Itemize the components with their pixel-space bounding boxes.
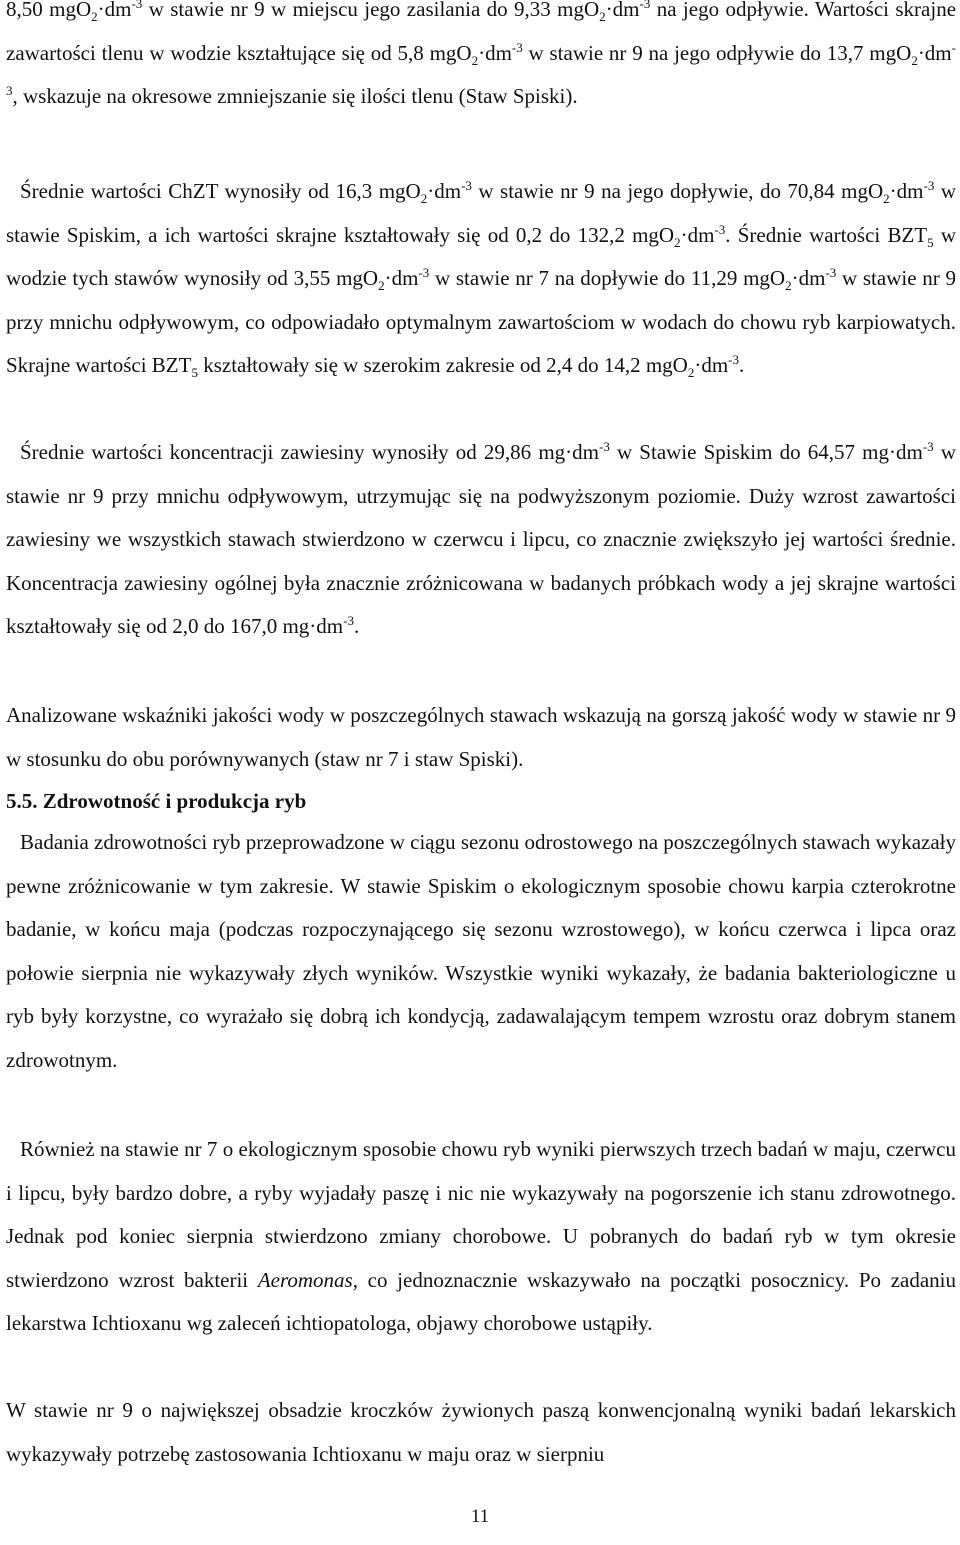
- paragraph-p3: Średnie wartości koncentracji zawiesiny wynosiły od 29,86 $mg\cdot dm^{-3}$ w Stawie Spiskim do 64,57 $mg\cdot dm^{-3}$ w stawie nr 9 przy mnichu odpływowym, utrzymując się na podwyższonym poziomie. Duży wzrost zawartości zawiesiny we wszystkich stawach stwierdzono w czerwcu i lipcu, co znacznie zwiększyło jej wartości średnie. Koncentracja zawiesiny ogólnej była znacznie zróżnicowana w badanych próbkach wody a jej skrajne wartości kształtowały się od 2,0 do 167,0 $mg\cdot dm^{-3}$.: [6, 439, 956, 639]
- paragraph-p7: W stawie nr 9 o największej obsadzie kroczków żywionych paszą konwencjonalną wyniki badań lekarskich wykazywały potrzebę zastosowania Ichtioxanu w maju oraz w sierpniu: [6, 1398, 956, 1466]
- section-heading: 5.5. Zdrowotność i produkcja ryb: [6, 789, 307, 813]
- paragraph-p6: Również na stawie nr 7 o ekologicznym sposobie chowu ryb wyniki pierwszych trzech badań w maju, czerwcu i lipcu, były bardzo dobre, a ryby wyjadały paszę i nic nie wykazywały na pogorszenie ich stanu zdrowotnego. Jednak pod koniec sierpnia stwierdzono zmiany chorobowe. U pobranych do badań ryb w tym okresie stwierdzono wzrost bakterii Aeromonas, co jednoznacznie wskazywało na początki posocznicy. Po zadaniu lekarstwa Ichtioxanu wg zaleceń ichtiopatologa, objawy chorobowe ustąpiły.: [6, 1137, 956, 1336]
- paragraph-p4: Analizowane wskaźniki jakości wody w poszczególnych stawach wskazują na gorszą jakość wody w stawie nr 9 w stosunku do obu porównywanych (staw nr 7 i staw Spiski).: [6, 703, 956, 771]
- paragraph-p2: Średnie wartości ChZT wynosiły od 16,3 $mgO_2\cdot dm^{-3}$ w stawie nr 9 na jego dopływie, do 70,84 $mgO_2\cdot dm^{-3}$ w stawie Spiskim, a ich wartości skrajne kształtowały się od 0,2 do 132,2 $mgO_2\cdot dm^{-3}$. Średnie wartości $BZT_5$ w wodzie tych stawów wynosiły od 3,55 $mgO_2\cdot dm^{-3}$ w stawie nr 7 na dopływie do 11,29 $mgO_2\cdot dm^{-3}$ w stawie nr 9 przy mnichu odpływowym, co odpowiadało optymalnym zawartościom w wodach do chowu ryb karpiowatych. Skrajne wartości $BZT_5$ kształtowały się w szerokim zakresie od 2,4 do 14,2 $mgO_2\cdot dm^{-3}$.: [6, 178, 957, 381]
- paragraph-p1: 8,50 $mgO_2\cdot dm^{-3}$ w stawie nr 9 w miejscu jego zasilania do 9,33 $mgO_2\cdot dm^{-3}$ na jego odpływie. Wartości skrajne zawartości tlenu w wodzie kształtujące się od 5,8 $mgO_2\cdot dm^{-3}$ w stawie nr 9 na jego odpływie do 13,7 $mgO_2\cdot dm^{-3}$, wskazuje na okresowe zmniejszanie się ilości tlenu (Staw Spiski).: [6, 0, 957, 109]
- paragraph-p5: Badania zdrowotności ryb przeprowadzone w ciągu sezonu odrostowego na poszczególnych stawach wykazały pewne zróżnicowanie w tym zakresie. W stawie Spiskim o ekologicznym sposobie chowu karpia czterokrotne badanie, w końcu maja (podczas rozpoczynającego się sezonu wzrostowego), w końcu czerwca i lipca oraz połowie sierpnia nie wykazywały złych wyników. Wszystkie wyniki wykazały, że badania bakteriologiczne u ryb były korzystne, co wyrażało się dobrą ich kondycją, zadawalającym tempem wzrostu oraz dobrym stanem zdrowotnym.: [6, 830, 956, 1072]
- page-number: 11: [470, 1506, 490, 1527]
